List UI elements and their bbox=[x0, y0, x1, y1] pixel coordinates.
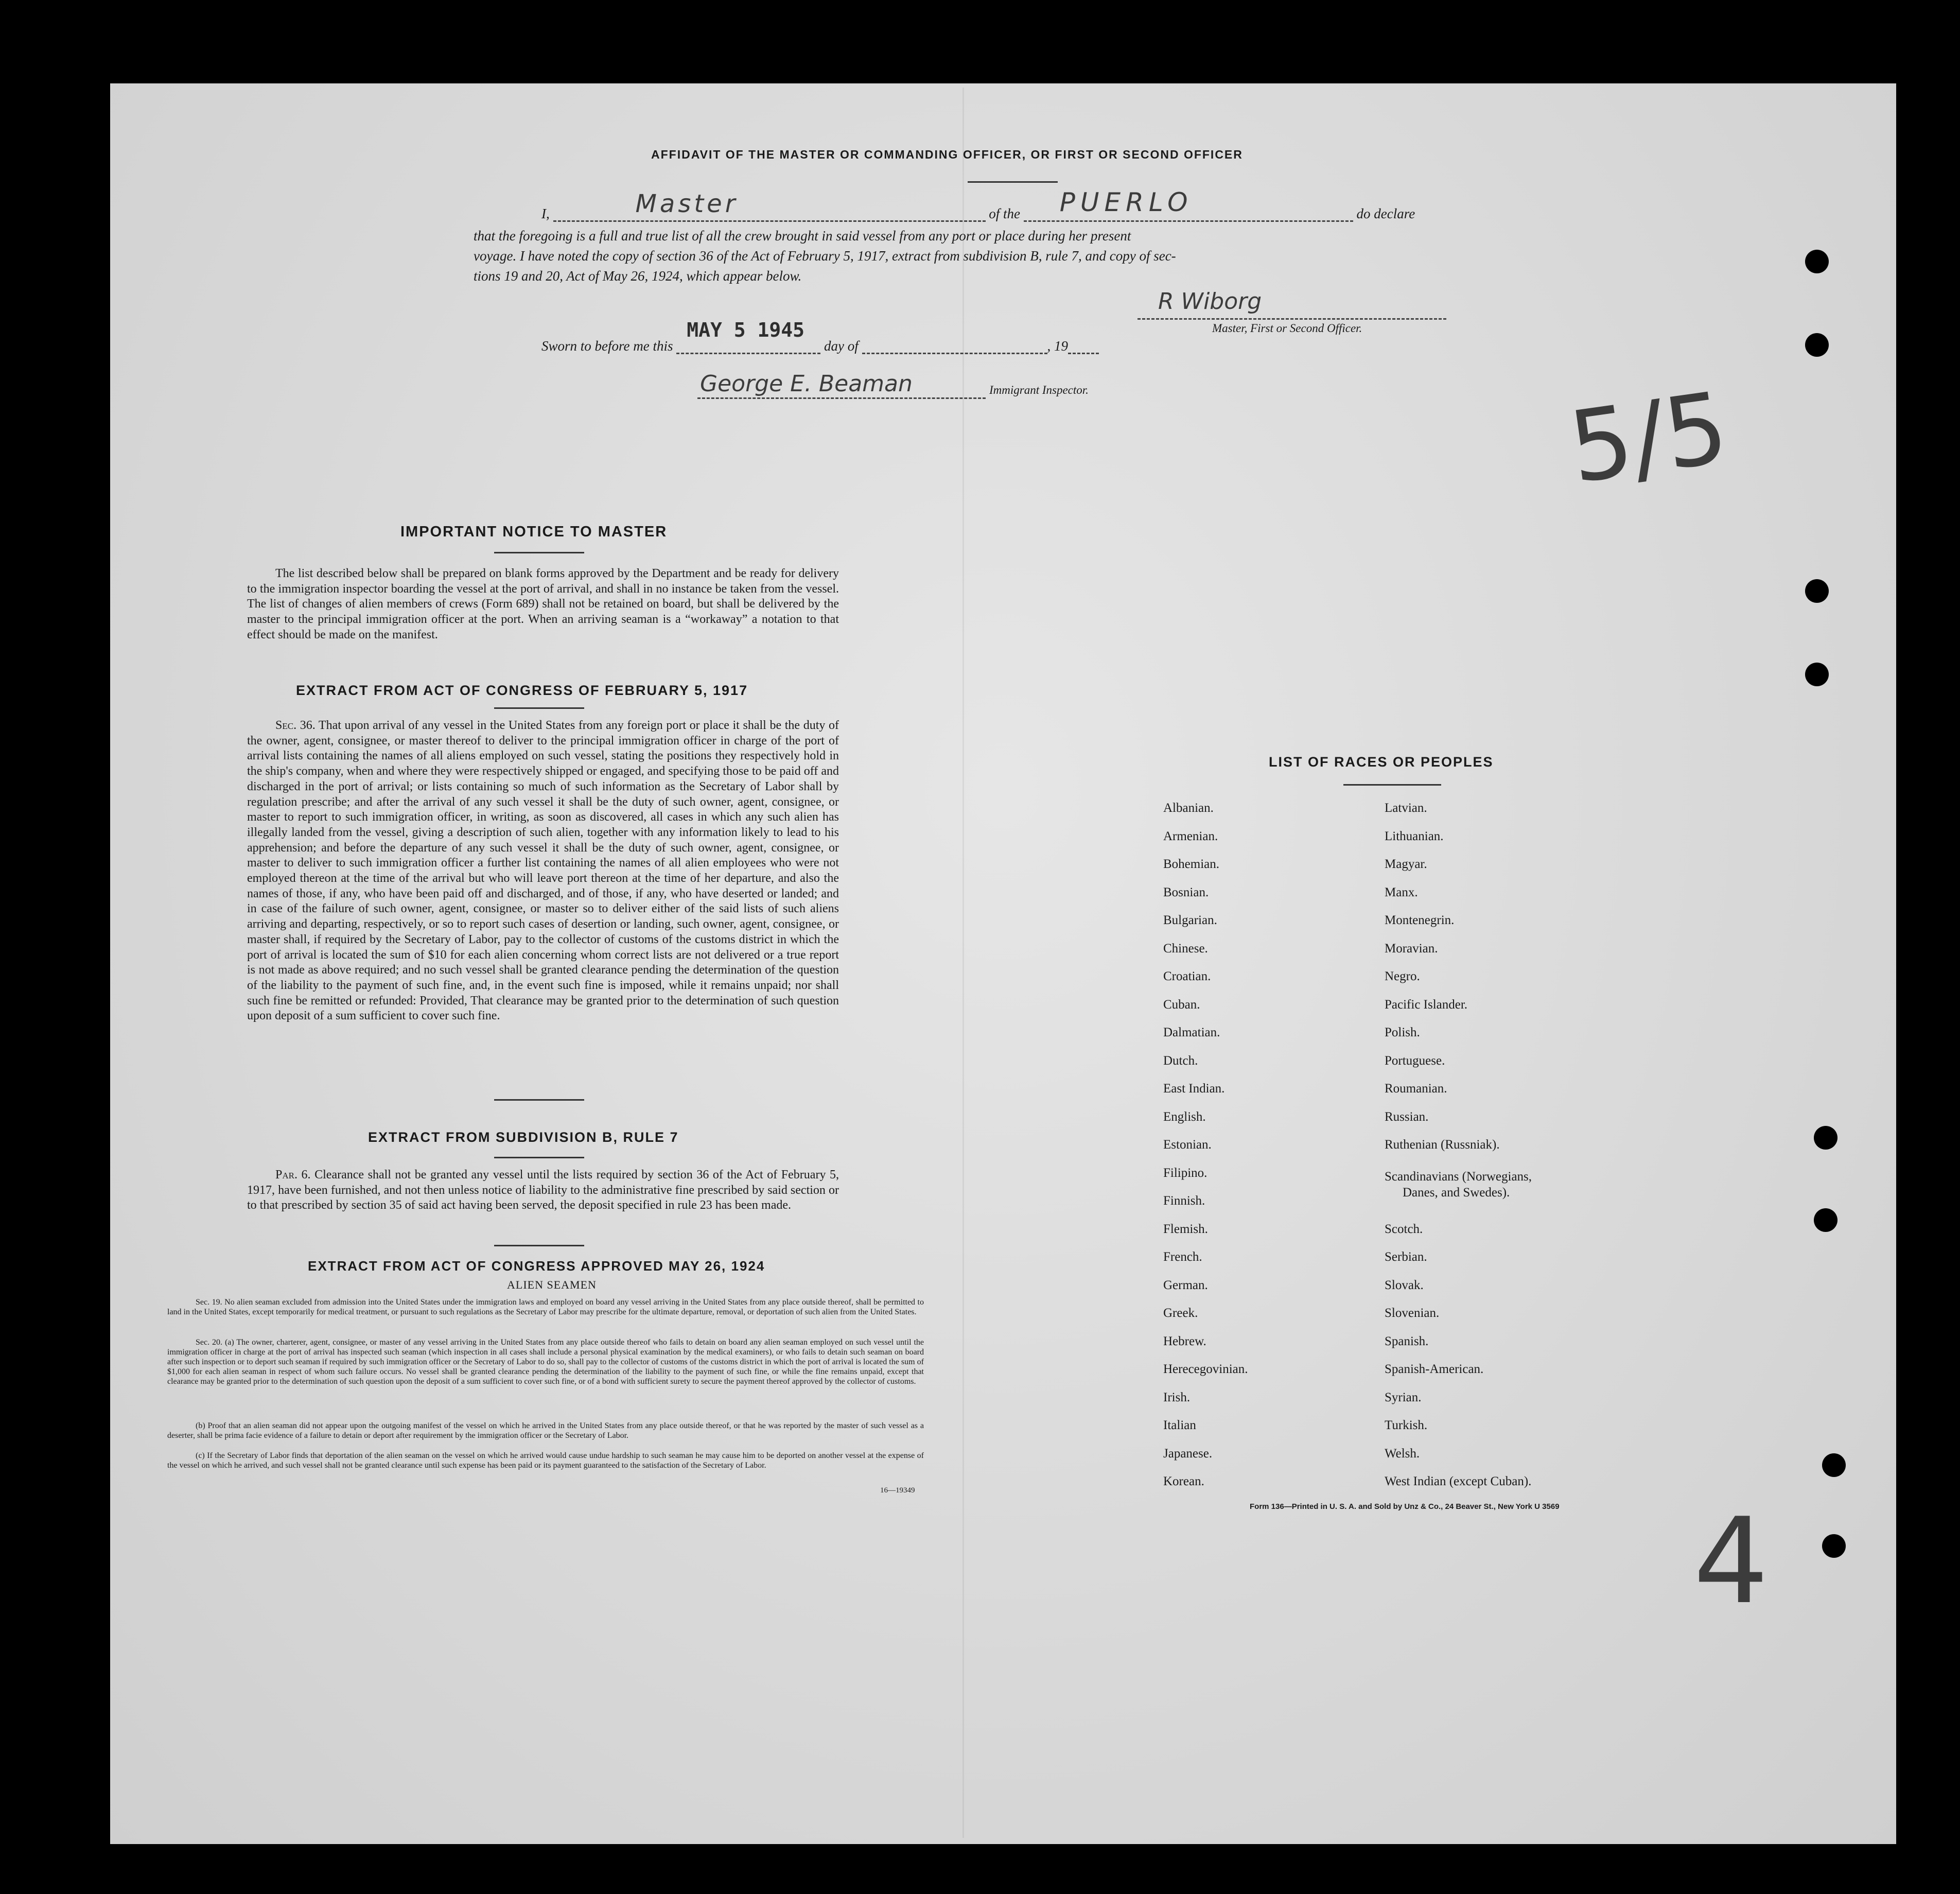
extract-1924-subtitle: ALIEN SEAMEN bbox=[507, 1278, 597, 1291]
sec-36-label: Sec. 36. bbox=[275, 719, 316, 732]
notice-rule bbox=[494, 552, 584, 553]
race-item: Armenian. bbox=[1163, 829, 1218, 843]
race-item: Hebrew. bbox=[1163, 1334, 1206, 1348]
race-item: Latvian. bbox=[1385, 801, 1427, 815]
race-item: Bulgarian. bbox=[1163, 913, 1217, 927]
race-item: Bohemian. bbox=[1163, 857, 1220, 871]
sworn-month-field[interactable] bbox=[862, 337, 1047, 354]
vessel-handwriting: PUERLO bbox=[1059, 187, 1193, 217]
master-signature: R Wiborg bbox=[1158, 288, 1262, 315]
affidavit-line3: voyage. I have noted the copy of section 36 of the Act of February 5, 1917, extract from subdivision B, rule 7, and copy of sec- bbox=[474, 248, 1176, 264]
race-item: Montenegrin. bbox=[1385, 913, 1455, 927]
race-item: Finnish. bbox=[1163, 1194, 1205, 1208]
race-item: Spanish. bbox=[1385, 1334, 1429, 1348]
race-item: Herecegovinian. bbox=[1163, 1362, 1248, 1376]
race-item: Croatian. bbox=[1163, 969, 1211, 983]
extract-1924-sec19: Sec. 19. No alien seaman excluded from admission into the United States under the immigration laws and employed on board any vessel arriving in the United States from any place outside thereof, shall be permitted to land in the United States, except temporarily for medical treatment, or pursuant to such regulations as the Secretary of Labor may prescribe for the ultimate departure, removal, or deportation of such alien from the United States. bbox=[167, 1298, 924, 1316]
race-item: Albanian. bbox=[1163, 801, 1214, 815]
do-declare-label: do declare bbox=[1356, 206, 1415, 221]
signature-line bbox=[1137, 318, 1446, 320]
race-item: Negro. bbox=[1385, 969, 1420, 983]
extract-1924-title: EXTRACT FROM ACT OF CONGRESS APPROVED MAY 26, 1924 bbox=[308, 1258, 765, 1274]
extract-1917-title: EXTRACT FROM ACT OF CONGRESS OF FEBRUARY 5, 1917 bbox=[296, 683, 748, 698]
punch-hole bbox=[1805, 250, 1829, 273]
race-item: Moravian. bbox=[1385, 942, 1438, 955]
race-item: Russian. bbox=[1385, 1110, 1429, 1124]
of-the-label: of the bbox=[989, 206, 1020, 221]
extract-1924-sec20c: (c) If the Secretary of Labor finds that deportation of the alien seaman on the vessel on which he arrived would cause undue hardship to such seaman he may cause him to be deported on another vessel at the expense of the vessel on which he arrived, and such vessel shall not be granted clearance until such expense has been paid or its payment guaranteed to the satisfaction of the Secretary of Labor. bbox=[167, 1451, 924, 1470]
prefix-i: I, bbox=[541, 206, 550, 221]
punch-hole bbox=[1805, 579, 1829, 603]
race-item: Italian bbox=[1163, 1418, 1196, 1432]
race-item: Slovenian. bbox=[1385, 1306, 1440, 1320]
signature-caption: Master, First or Second Officer. bbox=[1212, 322, 1362, 335]
race-item: Cuban. bbox=[1163, 998, 1200, 1012]
extract-1917-body bbox=[247, 718, 839, 1024]
year-field[interactable] bbox=[1068, 337, 1099, 354]
affidavit-title: AFFIDAVIT OF THE MASTER OR COMMANDING OFFICER, OR FIRST OR SECOND OFFICER bbox=[651, 148, 1243, 161]
race-item: Korean. bbox=[1163, 1474, 1204, 1488]
sworn-prefix: Sworn to before me this bbox=[541, 338, 673, 354]
rule7-title: EXTRACT FROM SUBDIVISION B, RULE 7 bbox=[368, 1130, 679, 1145]
race-item: Polish. bbox=[1385, 1026, 1420, 1039]
race-item: Roumanian. bbox=[1385, 1082, 1447, 1096]
date-stamp: MAY 5 1945 bbox=[687, 319, 805, 341]
race-item: Bosnian. bbox=[1163, 885, 1209, 899]
inspector-signature: George E. Beaman bbox=[700, 371, 913, 397]
year-prefix: 19 bbox=[1054, 338, 1068, 354]
race-item: Syrian. bbox=[1385, 1391, 1422, 1404]
notice-body: The list described below shall be prepared on blank forms approved by the Department and be ready for delivery to the immigration inspector boarding the vessel at the port of arrival, and shall in no instance be taken from the vessel. The list of changes of alien members of crews (Form 689) shall not be retained on board, but shall be delivered by the master to the principal immigration officer at the port. When an arriving seaman is a “workaway” a notation to that effect should be made on the manifest. bbox=[247, 567, 839, 641]
race-item: English. bbox=[1163, 1110, 1206, 1124]
race-item: West Indian (except Cuban). bbox=[1385, 1474, 1532, 1488]
punch-hole bbox=[1805, 663, 1829, 686]
affidavit-line4: tions 19 and 20, Act of May 26, 1924, which appear below. bbox=[474, 268, 802, 284]
race-item: Filipino. bbox=[1163, 1166, 1207, 1180]
sworn-day-field[interactable] bbox=[676, 319, 820, 354]
punch-hole bbox=[1814, 1208, 1837, 1232]
form-code: 16—19349 bbox=[880, 1486, 915, 1495]
race-item: Slovak. bbox=[1385, 1278, 1424, 1292]
race-item: French. bbox=[1163, 1250, 1202, 1264]
race-item: Dutch. bbox=[1163, 1054, 1198, 1068]
inspector-caption: Immigrant Inspector. bbox=[989, 384, 1089, 396]
rule7-end-rule bbox=[494, 1245, 584, 1246]
handwritten-fraction: 5/5 bbox=[1563, 370, 1735, 506]
affidavit-rule bbox=[968, 181, 1058, 183]
race-item: Scandinavians (Norwegians, bbox=[1385, 1170, 1532, 1184]
race-item: Lithuanian. bbox=[1385, 829, 1444, 843]
extract-1924-sec20b: (b) Proof that an alien seaman did not appear upon the outgoing manifest of the vessel on which he arrived in the United States from any place outside thereof, or that he was reported by the master of such vessel as a deserter, shall be prima facie evidence of a failure to detain or deport after requirement by the immigration officer or the Secretary of Labor. bbox=[167, 1421, 924, 1440]
master-handwriting: Master bbox=[635, 189, 739, 218]
race-item: German. bbox=[1163, 1278, 1208, 1292]
race-item: Manx. bbox=[1385, 885, 1418, 899]
master-field[interactable] bbox=[553, 189, 986, 222]
race-item: Spanish-American. bbox=[1385, 1362, 1484, 1376]
race-item: Greek. bbox=[1163, 1306, 1198, 1320]
punch-hole bbox=[1805, 333, 1829, 357]
race-item: Portuguese. bbox=[1385, 1054, 1445, 1068]
vessel-field[interactable] bbox=[1024, 187, 1353, 222]
race-item: Japanese. bbox=[1163, 1447, 1213, 1461]
punch-hole bbox=[1814, 1126, 1837, 1150]
handwritten-page-number: 4 bbox=[1693, 1493, 1769, 1630]
extract-1917-rule bbox=[494, 707, 584, 709]
sec-36-text: That upon arrival of any vessel in the United States from any foreign port or place it shall be the duty of the owner, agent, consignee, or master thereof to deliver to the principal immigration officer in charge of the port of arrival lists containing the names of all aliens employed on such vessel, stating the positions they respectively hold in the ship's company, when and where they were respectively shipped or engaged, and specifying those to be paid off and discharged in the port of arrival; or lists containing so much of such information as the Secretary of Labor shall by regulation prescribe; and after the arrival of any such vessel it shall be the duty of such owner, agent, consignee, or master to report to such immigration officer, in writing, as soon as discovered, all cases in which any such alien has illegally landed from the vessel, giving a description of such alien, together with any information likely to lead to his apprehension; and before the departure of any such vessel it shall be the duty of such owner, agent, consignee, or master to deliver to such immigration officer a further list containing the names of all alien employees who were not employed thereon at the time of the arrival but who will leave port thereon at the time of her departure, and also the names of those, if any, who have been paid off and discharged, and of those, if any, who have deserted or landed; and in case of the failure of such owner, agent, consignee, or master so to deliver either of the said lists of such aliens arriving and departing, respectively, or so to report such cases of desertion or landing, such owner, agent, consignee, or master shall, if required by the Secretary of Labor, pay to the collector of customs of the customs district in which the port of arrival is located the sum of $10 for each alien concerning whom correct lists are not delivered or a true report is not made as above required; and no such vessel shall be granted clearance pending the determination of the question of the liability to the payment of such fine, and, in the event such fine is imposed, while it remains unpaid; nor shall such fine be remitted or refunded: Provided, That clearance may be granted prior to the determination of such question upon deposit of a sum sufficient to cover such fine. bbox=[247, 719, 839, 1023]
race-item: Turkish. bbox=[1385, 1418, 1428, 1432]
day-of-label: day of bbox=[824, 338, 859, 354]
race-item: Danes, and Swedes). bbox=[1403, 1186, 1510, 1200]
race-item: Welsh. bbox=[1385, 1447, 1420, 1461]
rule7-rule bbox=[494, 1157, 584, 1158]
race-item: Chinese. bbox=[1163, 942, 1208, 955]
race-item: Irish. bbox=[1163, 1391, 1191, 1404]
affidavit-line2: that the foregoing is a full and true list of all the crew brought in said vessel from any port or place during her present bbox=[474, 228, 1131, 244]
par-6-label: Par. 6. bbox=[275, 1168, 311, 1181]
punch-hole bbox=[1822, 1453, 1846, 1477]
notice-title: IMPORTANT NOTICE TO MASTER bbox=[400, 524, 668, 540]
race-item: Magyar. bbox=[1385, 857, 1427, 871]
inspector-line bbox=[697, 397, 986, 399]
rule7-body bbox=[247, 1168, 839, 1213]
race-item: Estonian. bbox=[1163, 1138, 1212, 1152]
race-item: Flemish. bbox=[1163, 1222, 1208, 1236]
race-item: Pacific Islander. bbox=[1385, 998, 1468, 1012]
punch-hole bbox=[1822, 1534, 1846, 1558]
form-footer: Form 136—Printed in U. S. A. and Sold by Unz & Co., 24 Beaver St., New York U 3569 bbox=[1250, 1502, 1560, 1511]
races-rule bbox=[1343, 784, 1441, 786]
race-item: Serbian. bbox=[1385, 1250, 1427, 1264]
extract-1924-sec20a: Sec. 20. (a) The owner, charterer, agent, consignee, or master of any vessel arriving in the United States from any place outside thereof who fails to detain on board any alien seaman employed on such vessel until the immigration officer in charge at the port of arrival has inspected such seaman (which inspection in all cases shall include a personal physical examination by the medical examiners), or who fails to detain such seaman on board after such inspection or to deport such seaman if required by such immigration officer or the Secretary of Labor to do so, shall pay to the collector of customs of the customs district in which the port of arrival is located the sum of $1,000 for each alien seaman in respect of whom such failure occurs. No vessel shall be granted clearance pending the determination of the liability to the payment of such fine, or while the fine remains unpaid, except that clearance may be granted prior to the determination of such question upon the deposit of a sum sufficient to cover such fine, or of a bond with sufficient surety to secure the payment thereof approved by the collector of customs. bbox=[167, 1338, 924, 1386]
races-title: LIST OF RACES OR PEOPLES bbox=[1269, 754, 1494, 770]
sworn-line: Sworn to before me this MAY 5 1945 day of , 19 bbox=[541, 337, 1099, 354]
extract-1917-end-rule bbox=[494, 1099, 584, 1101]
race-item: Ruthenian (Russniak). bbox=[1385, 1138, 1500, 1152]
race-item: East Indian. bbox=[1163, 1082, 1225, 1096]
race-item: Dalmatian. bbox=[1163, 1026, 1220, 1039]
affidavit-line1 bbox=[541, 187, 1473, 222]
par-6-text: Clearance shall not be granted any vessel until the lists required by section 36 of the Act of February 5, 1917, have been furnished, and not then unless notice of liability to the administrative fine prescribed by said section or to that prescribed by section 35 of said act having been served, the deposit specified in rule 23 has been made. bbox=[247, 1168, 839, 1212]
race-item: Scotch. bbox=[1385, 1222, 1423, 1236]
